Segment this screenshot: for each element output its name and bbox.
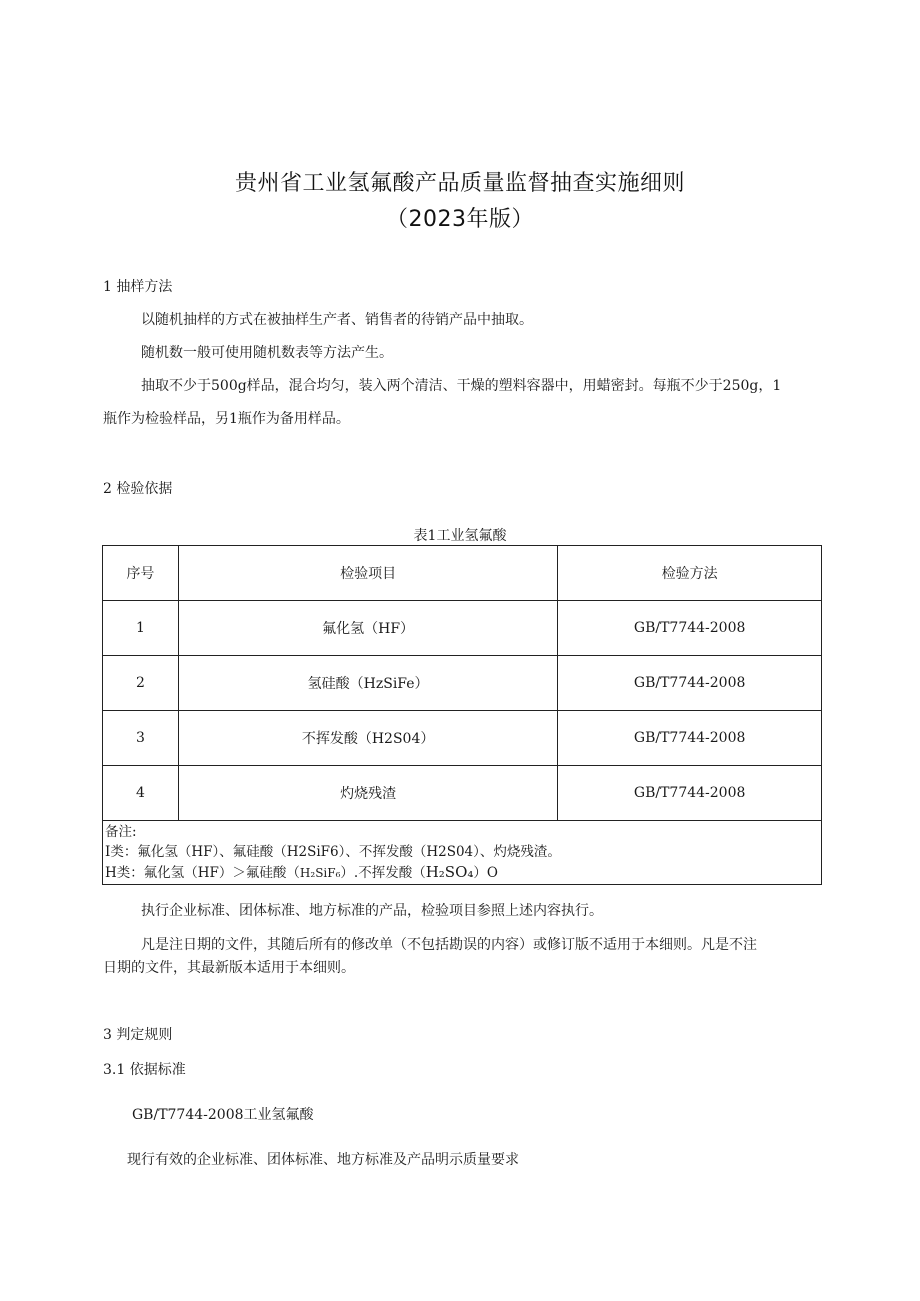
note-label: 备注: [105, 824, 137, 840]
table-row [103, 656, 822, 711]
note-line-1: I类：氟化氢（HF）、氟硅酸（H2SiF6）、不挥发酸（H2S04）、灼烧残渣。 [105, 844, 561, 860]
table-note [103, 821, 822, 885]
section-3-1-heading: 3.1 依据标准 [103, 1062, 186, 1078]
table-row [103, 766, 822, 821]
row-item: 灼烧残渣 [178, 766, 557, 821]
note-line-2-mid: ）.不挥发酸（ [340, 865, 426, 881]
row-index: 2 [103, 656, 179, 711]
row-method: GB/T7744-2008 [558, 656, 822, 711]
section-2-heading: 2 检验依据 [103, 481, 173, 497]
row-item: 氟化氢（HF） [178, 601, 557, 656]
row-index: 1 [103, 601, 179, 656]
section-2-paragraph-2-line-1: 凡是注日期的文件，其随后所有的修改单（不包括勘误的内容）或修订版不适用于本细则。凡是不注 [141, 937, 757, 953]
table-header-row [103, 546, 822, 601]
header-cell-item: 检验项目 [178, 546, 557, 601]
standard-item-1: GB/T7744-2008工业氢氟酸 [132, 1107, 314, 1123]
table-row [103, 601, 822, 656]
note-formula-h2sif6: H₂SiF₆ [299, 866, 341, 880]
note-line-2 [105, 862, 819, 883]
document-subtitle: （2023年版） [386, 207, 534, 232]
row-method: GB/T7744-2008 [558, 601, 822, 656]
inspection-table [102, 545, 822, 885]
section-1-paragraph-3-line-1: 抽取不少于500g样品，混合均匀，装入两个清洁、干燥的塑料容器中，用蜡密封。每瓶不少于250g，1 [141, 378, 782, 394]
header-cell-index: 序号 [103, 546, 179, 601]
row-item: 氢硅酸（HzSiFe） [178, 656, 557, 711]
note-line-2-suffix: ）O [473, 865, 498, 881]
row-index: 4 [103, 766, 179, 821]
section-1-heading: 1 抽样方法 [103, 279, 173, 295]
note-line-2-prefix: H类：氟化氢（HF）＞氟硅酸（ [105, 865, 300, 881]
table-row [103, 711, 822, 766]
section-1-paragraph-2: 随机数一般可使用随机数表等方法产生。 [141, 345, 393, 361]
standard-item-2: 现行有效的企业标准、团体标准、地方标准及产品明示质量要求 [127, 1152, 519, 1168]
table-caption: 表1工业氢氟酸 [413, 528, 507, 544]
section-2-paragraph-2-line-2: 日期的文件，其最新版本适用于本细则。 [103, 960, 355, 976]
table-note-row [103, 821, 822, 885]
section-2-paragraph-1: 执行企业标准、团体标准、地方标准的产品，检验项目参照上述内容执行。 [141, 903, 603, 919]
section-3-heading: 3 判定规则 [103, 1027, 173, 1043]
row-item: 不挥发酸（H2S04） [178, 711, 557, 766]
row-method: GB/T7744-2008 [558, 766, 822, 821]
row-index: 3 [103, 711, 179, 766]
section-1-paragraph-3-line-2: 瓶作为检验样品，另1瓶作为备用样品。 [103, 411, 350, 427]
note-formula-h2so4: H₂SO₄ [425, 863, 474, 881]
header-cell-method: 检验方法 [558, 546, 822, 601]
row-method: GB/T7744-2008 [558, 711, 822, 766]
section-1-paragraph-1: 以随机抽样的方式在被抽样生产者、销售者的待销产品中抽取。 [141, 312, 533, 328]
document-title: 贵州省工业氢氟酸产品质量监督抽查实施细则 [234, 171, 685, 196]
